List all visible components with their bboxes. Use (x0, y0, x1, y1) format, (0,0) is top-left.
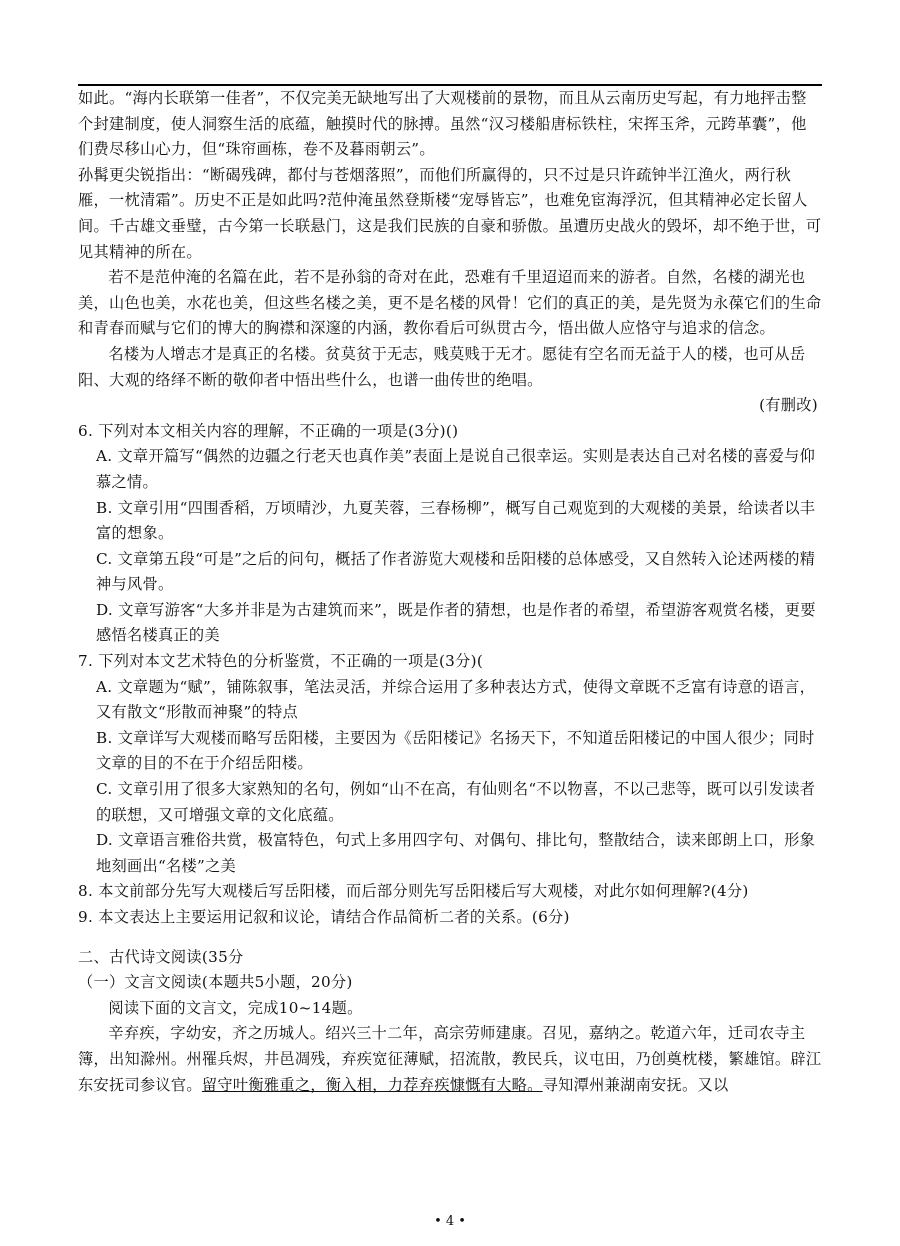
classical-text-part-a: 辛弃疾，字幼安，齐之历城人。绍兴三十二年，高宗劳师建康。召见，嘉纳之。乾道六年，迁司农寺主簿，出知滁州。州罹兵烬，井邑凋残，弃疾宽征薄赋，招流散，教民兵，议屯田，乃创奠枕楼，繁雄馆。辟江东安抚司参议官。 (78, 1024, 822, 1094)
question-7-option-b: B. 文章详写大观楼而略写岳阳楼，主要因为《岳阳楼记》名扬天下，不知道岳阳楼记的中国人很少；同时文章的目的不在于介绍岳阳楼。 (96, 728, 815, 773)
question-6-option-b: B. 文章引用“四围香稻，万顷晴沙，九夏芙蓉，三春杨柳”，概写自己观览到的大观楼的美景，给读者以丰富的想象。 (96, 498, 816, 543)
classical-text-part-b: 寻知潭州兼湖南安抚。又以 (542, 1075, 729, 1094)
question-7-stem: 7. 下列对本文艺术特色的分析鉴赏，不正确的一项是(3分)( (78, 652, 484, 671)
question-8: 8. 本文前部分先写大观楼后写岳阳楼，而后部分则先写岳阳楼后写大观楼，对此尔如何理解?(4分) (78, 882, 749, 901)
question-7-option-a: A. 文章题为“赋”，铺陈叙事，笔法灵活，并综合运用了多种表达方式，使得文章既不乏富有诗意的语言，又有散文“形散而神聚”的特点 (96, 677, 816, 722)
section-2-subtitle: （一）文言文阅读(本题共5小题，20分) (78, 973, 353, 992)
question-6-option-a: A. 文章开篇写“偶然的边疆之行老天也真作美”表面上是说自己很幸运。实则是表达自己对名楼的喜爱与仰慕之情。 (96, 447, 816, 491)
passage-note: (有删改) (759, 396, 818, 415)
passage-paragraph-1: 如此。“海内长联第一佳者”，不仅完美无缺地写出了大观楼前的景物，而且从云南历史写起，有力地抨击整个封建制度，使人洞察生活的底蕴，触摸时代的脉搏。虽然“汉习楼船唐标铁柱，宋挥玉斧，元跨革囊”，他们费尽移山心力，但“珠帘画栋，卷不及暮雨朝云”。 (78, 89, 807, 159)
section-2-instruction: 阅读下面的文言文，完成10~14题。 (108, 998, 363, 1017)
section-2-title: 二、古代诗文阅读(35分 (78, 947, 244, 966)
question-6-stem: 6. 下列对本文相关内容的理解，不正确的一项是(3分)() (78, 421, 459, 440)
question-7-option-d: D. 文章语言雅俗共赏，极富特色，句式上多用四字句、对偶句、排比句，整散结合，读来郎朗上口，形象地刻画出“名楼”之美 (96, 831, 816, 875)
classical-text-underlined: 留守叶衡雅重之，衡入相，力荐弃疾慷慨有大略。 (201, 1075, 543, 1094)
page-number: • 4 • (434, 1214, 466, 1229)
passage-paragraph-3: 若不是范仲淹的名篇在此，若不是孙翁的奇对在此，恐难有千里迢迢而来的游者。自然，名楼的湖光也美，山色也美，水花也美，但这些名楼之美，更不是名楼的风骨！它们的真正的美，是先贤为永葆它们的生命和青春而赋与它们的博大的胸襟和深邃的内涵，教你看后可纵贯古今，悟出做人应恪守与追求的信念。 (78, 268, 822, 338)
question-6-option-d: D. 文章写游客“大多并非是为古建筑而来”，既是作者的猜想，也是作者的希望，希望游客观赏名楼，更要感悟名楼真正的美 (96, 600, 816, 645)
page-content (78, 86, 822, 1098)
passage-paragraph-2: 孙髯更尖锐指出：“断碣残碑，都付与苍烟落照”，而他们所赢得的，只不过是只许疏钟半江渔火，两行秋雁，一枕清霜”。历史不正是如此吗?范仲淹虽然登斯楼“宠辱皆忘”，也难免宦海浮沉，但其精神必定长留人间。千古雄文垂璧，古今第一长联悬门，这是我们民族的自豪和骄傲。虽遭历史战火的毁坏，却不绝于世，可见其精神的所在。 (78, 165, 822, 261)
question-9: 9. 本文表达上主要运用记叙和议论，请结合作品简析二者的关系。(6分) (78, 908, 570, 926)
classical-text (78, 1021, 822, 1098)
question-6-option-c: C. 文章第五段“可是”之后的问句，概括了作者游览大观楼和岳阳楼的总体感受，又自然转入论述两楼的精神与风骨。 (96, 549, 816, 594)
passage-paragraph-4: 名楼为人增志才是真正的名楼。贫莫贫于无志，贱莫贱于无才。愿徒有空名而无益于人的楼，也可从岳阳、大观的络绎不断的敬仰者中悟出些什么，也谱一曲传世的绝唱。 (78, 344, 806, 389)
question-7-option-c: C. 文章引用了很多大家熟知的名句，例如“山不在高，有仙则名“不以物喜，不以己悲等，既可以引发读者的联想，又可增强文章的文化底蕴。 (96, 780, 816, 824)
section-gap (78, 931, 822, 945)
